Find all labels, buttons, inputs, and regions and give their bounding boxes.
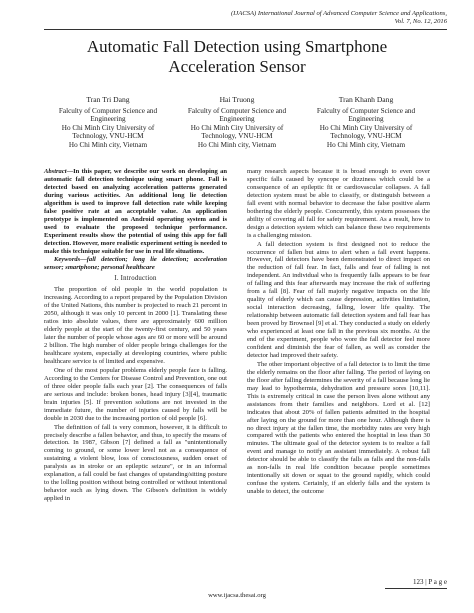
keywords: Keywords—fall detection; long lie detection; acceleration sensor; smartphone; personal healthcare	[44, 256, 227, 272]
author-name: Tran Khanh Dang	[338, 95, 394, 104]
journal-volume: Vol. 7, No. 12, 2016	[394, 18, 447, 25]
author-name: Hai Truong	[219, 95, 255, 104]
page-number: 123 | P a g e	[413, 578, 447, 586]
author-1	[44, 96, 172, 150]
body-paragraph: The definition of fall is very common, however, it is difficult to precisely describe a fallen behavior, and thus, to specify the means of detection. In 1987, Gibson [7] defined a fall as "unintentionally coming to ground, or some lower level not as a consequence of sustaining a violent blow, loss of consciousness, sudden onset of paralysis as in stroke or an epileptic seizure", or in an informal explanation, a fall could be fast changes of upstanding/sitting posture to the lolling position without being controlled or without intentional behavior such as lying down. The Gibson's definition is widely applied in	[44, 423, 227, 503]
abstract-text: —In this paper, we describe our work on developing an automatic fall detection technique using smart phone. Fall is detected based on analyzing acceleration patterns generated during various activities. An additional long lie detection algorithm is used to improve fall detection rate while keeping false positive rate at an acceptable value. An application prototype is implemented on Android operating system and is used to evaluate the proposed technique performance. Experiment results show the potential of using this app for fall detection. However, more realistic experiment setting is needed to make this technique suitable for use in real life situations.	[44, 168, 227, 255]
title-line-1: Automatic Fall Detection using Smartphone	[86, 37, 388, 56]
body-paragraph: One of the most popular problems elderly people face is falling. According to the Centers for Disease Control and Prevention, one out of three older people falls each year [2]. The consequences of falls are serious and include: broken bones, head injury [3][4], traumatic brain injuries [5]. If prevention solutions are not invested in the immediate future, the number of injuries caused by falls will be double in 2030 due to the increasing portion of old people [6].	[44, 366, 227, 422]
author-name: Tran Tri Dang	[86, 95, 130, 104]
journal-header	[187, 10, 447, 26]
body-paragraph: many research aspects because it is broad enough to even cover specific falls caused by syncope or dizziness which could be a consequence of an epileptic fit or cardiovascular collapses. A fall detection system must be able to classify, or distinguish between a fall event with normal behavior to decrease the false positive alarm bothering the elderly people. Concurrently, this system possesses the ability of covering all fall for safety requirement. As a result, how to design a detection system which can balance these two requirements is a challenging mission.	[247, 168, 430, 239]
title-line-2: Acceleration Sensor	[168, 57, 306, 76]
journal-name: (IJACSA) International Journal of Advanced Computer Science and Applications,	[230, 10, 447, 17]
author-affiliation-line: Falculty of Computer Science and	[58, 106, 158, 115]
author-affiliation-line: Technology, VNU-HCM	[72, 132, 144, 141]
author-3	[302, 96, 430, 150]
abstract	[44, 168, 227, 255]
page-number-rule	[385, 588, 447, 589]
author-affiliation-line: Engineering	[348, 115, 384, 124]
header-rule	[44, 29, 447, 30]
body-paragraph: The other important objective of a fall detector is to limit the time the elderly remains on the floor after falling. The period of laying on the floor after falling determines the severity of a fall because long lie may lead to hypothermia, dehydration and pressure sores [10,11]. This is extremely critical in case the person lives alone without any assistances from their families and neighbors. Lord et al. [12] indicates that about 20% of fallen patients admitted in the hospital after laying on the ground for more than one hour. Although there is no direct injury at the fallen time, the morbidity rates are very high compared with the patients who entered the hospital in less than 30 minutes. The ultimate goal of the detector system is to realize a fall event and manage to notify an assistant immediately. A robust fall detector should be able to classify the falls as falls and the non-falls as non-falls in real life condition because people sometimes intentionally sit down or squat to the ground rapidly, which could confuse the system. Certainly, if an elderly falls and the system is unable to detect, the outcome	[247, 360, 430, 496]
author-affiliation-line: Falculty of Computer Science and	[316, 106, 416, 115]
author-location: Ho Chi Minh city, Vietnam	[197, 140, 277, 149]
section-heading-introduction: I. Introduction	[114, 275, 157, 283]
author-affiliation-line: Engineering	[219, 115, 255, 124]
journal-url: www.ijacsa.thesai.org	[208, 592, 266, 599]
author-affiliation-line: Ho Chi Minh City University of	[319, 123, 413, 132]
author-affiliation-line: Technology, VNU-HCM	[330, 132, 402, 141]
left-column	[44, 168, 227, 504]
author-affiliation-line: Ho Chi Minh City University of	[61, 123, 155, 132]
body-paragraph: The proportion of old people in the world population is increasing. According to a report prepared by the Population Division of the United Nations, this number is projected to reach 21 percent in 2050, although it was only 10 percent in 2000 [1]. Translating these ratios into absolute values, there are approximately 600 million elderly people at the start of the twenty-first century, and 50 years later the number of people whose ages are 60 or more will be around 2 billion. The high number of older people brings challenges for the healthcare system, especially at developing countries, where public healthcare service is of limited and expensive.	[44, 286, 227, 365]
author-affiliation-line: Technology, VNU-HCM	[201, 132, 273, 141]
author-affiliation-line: Falculty of Computer Science and	[187, 106, 287, 115]
author-block	[44, 96, 430, 150]
author-2	[173, 96, 301, 150]
right-column	[247, 168, 430, 497]
author-location: Ho Chi Minh city, Vietnam	[326, 140, 406, 149]
body-paragraph: A fall detection system is first designed not to reduce the occurrence of fallen but aims to alert when a fall event happens. However, fall detectors have been demonstrated to direct impact on the reduction of fall fear. In fact, falls and fear of falling is not independent. An individual who is frequently falls appears to be fear of falling and this fear afterwards may increase the risk of suffering from a fall [8]. Fear of fall majorly negative impacts on the life quality of elderly which can cause depression, activities limitation, social interaction decreasing, falling, lower life quality. The relationship between automatic fall detection system and fall fear has been proved by Brownsel [9] et al. They conducted a study on elderly who experienced at least one fall in the previous six months. At the end of the experiment, people who wore the fall detector feel more confident and diminish the fear of fallen, as well as consider the detector had improved their safety.	[247, 240, 430, 359]
paper-title	[30, 37, 444, 77]
author-affiliation-line: Engineering	[90, 115, 126, 124]
author-location: Ho Chi Minh city, Vietnam	[68, 140, 148, 149]
abstract-label: Abstract	[44, 168, 67, 175]
author-affiliation-line: Ho Chi Minh City University of	[190, 123, 284, 132]
